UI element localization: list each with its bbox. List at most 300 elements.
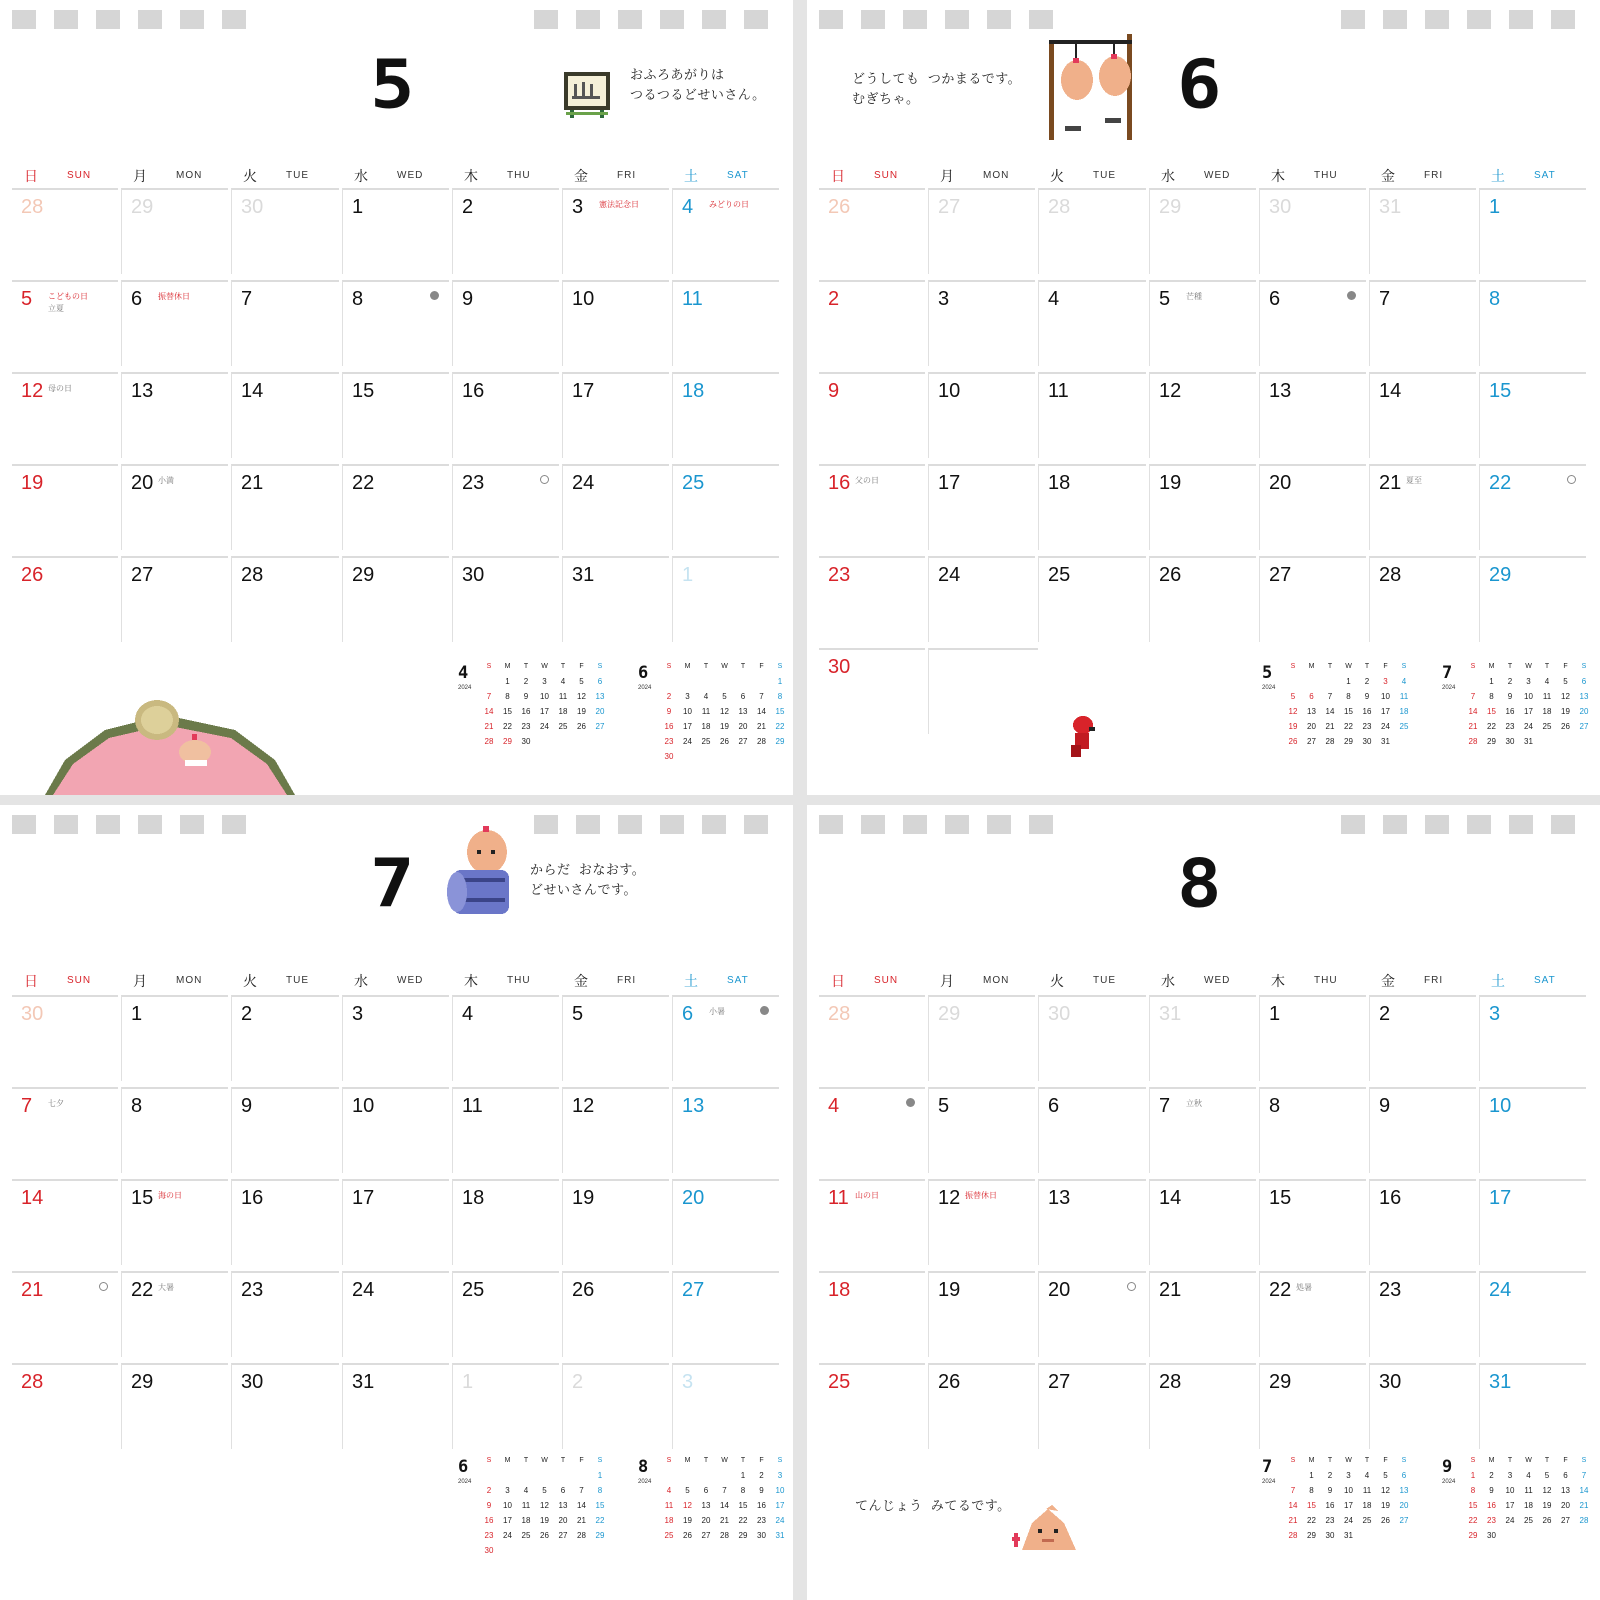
day-cell[interactable] [1149,1271,1256,1357]
day-cell[interactable] [819,464,925,550]
day-cell[interactable] [562,556,669,642]
day-number: 13 [1269,380,1292,402]
day-cell[interactable] [12,280,118,366]
day-cell[interactable] [342,280,449,366]
mini-day: 13 [1307,707,1316,716]
day-cell[interactable] [1149,188,1256,274]
mini-day: 7 [486,692,492,701]
weekday-header [564,971,674,989]
binder-hole [96,815,120,834]
day-cell[interactable] [1149,1179,1256,1265]
day-number: 5 [21,288,33,310]
day-cell[interactable] [231,1271,339,1357]
mini-day: 20 [701,1516,711,1525]
day-cell[interactable] [819,995,925,1081]
weekday-header [674,166,784,184]
day-number: 8 [1269,1095,1281,1117]
mini-day: 19 [1561,707,1570,716]
day-cell[interactable] [121,1363,228,1449]
binder-hole [1509,10,1533,29]
day-cell[interactable] [562,1271,669,1357]
mini-day: 25 [558,722,568,731]
binder-hole [222,815,246,834]
day-cell[interactable] [1369,372,1476,458]
day-cell[interactable] [231,995,339,1081]
day-number: 1 [682,564,694,586]
day-number: 18 [1048,472,1071,494]
day-cell[interactable] [12,1179,118,1265]
day-cell[interactable] [819,556,925,642]
holiday-label: 海の日 [158,1191,182,1200]
mini-weekday: T [1327,1457,1333,1464]
day-number: 24 [572,472,595,494]
day-cell[interactable] [342,1271,449,1357]
day-cell[interactable] [672,556,779,642]
mini-calendar [1442,663,1600,773]
day-cell[interactable] [672,188,779,274]
mini-day: 5 [1383,1471,1388,1480]
day-number: 21 [1159,1279,1182,1301]
binder-hole [819,10,843,29]
mini-day: 11 [521,1501,531,1510]
mini-weekday: F [759,663,764,670]
mini-day: 26 [1381,1516,1390,1525]
day-number: 25 [682,472,705,494]
day-cell[interactable] [1479,1363,1586,1449]
mini-day: 2 [759,1471,764,1480]
weekday-jp: 月 [940,168,954,184]
red-bird-icon [1065,715,1101,761]
day-cell[interactable] [452,556,559,642]
mini-day: 7 [1290,1486,1296,1495]
day-number: 19 [572,1187,595,1209]
binder-hole [618,815,642,834]
day-number: 11 [462,1095,483,1117]
day-cell[interactable] [1149,280,1256,366]
day-cell[interactable] [231,372,339,458]
day-cell[interactable] [928,1271,1035,1357]
day-cell[interactable] [342,372,449,458]
day-number: 2 [1379,1003,1391,1025]
mini-day: 11 [1524,1486,1533,1495]
day-cell[interactable] [1149,1363,1256,1449]
day-cell[interactable] [452,188,559,274]
day-cell[interactable] [1259,1363,1366,1449]
day-cell[interactable] [1149,372,1256,458]
day-cell[interactable] [819,1087,925,1173]
mini-calendar [1262,1457,1432,1567]
day-cell[interactable] [121,1271,228,1357]
mini-day: 18 [1542,707,1552,716]
mini-day: 30 [1362,737,1372,746]
mini-day: 24 [1381,722,1390,731]
mini-day: 1 [1346,677,1351,686]
day-cell[interactable] [1369,556,1476,642]
mini-day: 28 [1325,737,1335,746]
day-cell[interactable] [1369,995,1476,1081]
month-page [0,805,793,1600]
mini-day: 15 [1468,1501,1478,1510]
day-cell[interactable] [1369,1179,1476,1265]
day-cell[interactable] [1149,464,1256,550]
weekday-jp: 日 [24,973,38,989]
day-cell[interactable] [819,1271,925,1357]
day-cell[interactable] [12,188,118,274]
day-cell[interactable] [562,1179,669,1265]
day-cell[interactable] [1259,556,1366,642]
weekday-en: FRI [617,170,637,181]
binder-hole [576,815,600,834]
mini-day: 5 [1290,692,1296,701]
mini-weekday: S [666,663,672,670]
day-cell[interactable] [1369,188,1476,274]
day-cell[interactable] [452,1087,559,1173]
day-cell[interactable] [819,1179,925,1265]
day-cell[interactable] [1038,1363,1146,1449]
mini-day: 8 [597,1486,603,1495]
day-cell[interactable] [1259,372,1366,458]
day-number: 24 [1489,1279,1512,1301]
day-number: 18 [682,380,705,402]
weekday-jp: 木 [464,973,478,989]
day-cell[interactable] [1479,1271,1586,1357]
day-cell[interactable] [12,1363,118,1449]
mini-weekday: S [486,1457,492,1464]
day-cell[interactable] [672,464,779,550]
day-cell[interactable] [928,464,1035,550]
weekday-en: MON [983,170,1010,181]
day-cell[interactable] [342,464,449,550]
day-cell[interactable] [342,1363,449,1449]
mini-day: 12 [1288,707,1298,716]
binder-hole [180,815,204,834]
full-moon-icon [1127,1282,1136,1291]
weekday-header [1151,166,1261,184]
day-cell[interactable] [819,1363,925,1449]
mini-day: 26 [1288,737,1298,746]
mini-day: 18 [1362,1501,1372,1510]
mini-day: 12 [683,1501,692,1510]
day-number: 3 [572,196,584,218]
day-cell[interactable] [562,464,669,550]
day-number: 5 [572,1003,584,1025]
day-cell[interactable] [562,1363,669,1449]
mini-day: 15 [1344,707,1353,716]
day-cell[interactable] [928,188,1035,274]
day-cell[interactable] [1479,372,1586,458]
day-cell[interactable] [1369,280,1476,366]
day-cell[interactable] [1259,1271,1366,1357]
solar-term-label: 小満 [158,476,174,485]
day-cell[interactable] [1149,556,1256,642]
day-cell[interactable] [121,1179,228,1265]
day-cell[interactable] [1369,1271,1476,1357]
mini-day: 14 [1288,1501,1298,1510]
mini-day: 13 [1399,1486,1409,1495]
mini-day: 2 [486,1486,492,1495]
weekday-header [1040,971,1151,989]
day-cell[interactable] [1479,464,1586,550]
mini-weekday: F [1383,1457,1388,1464]
day-cell[interactable] [452,280,559,366]
day-cell[interactable] [672,1363,779,1449]
day-number: 29 [352,564,375,586]
day-cell[interactable] [819,648,925,734]
mini-day: 25 [1362,1516,1372,1525]
mini-day: 6 [560,1486,566,1495]
day-cell[interactable] [231,1179,339,1265]
month-page [807,0,1600,795]
day-cell[interactable] [1149,1087,1256,1173]
day-number: 15 [1489,380,1512,402]
weekday-header [1481,166,1591,184]
day-cell[interactable] [1259,280,1366,366]
mini-day: 29 [1307,1531,1316,1540]
weekday-jp: 日 [831,973,845,989]
mini-day: 17 [503,1516,512,1525]
mini-day: 12 [540,1501,549,1510]
mini-day: 18 [664,1516,674,1525]
mini-month: 6 [638,663,649,683]
binder-hole [222,10,246,29]
day-cell[interactable] [12,1271,118,1357]
mini-day: 28 [1579,1516,1589,1525]
mini-day: 4 [1401,677,1407,686]
mini-day: 8 [1470,1486,1476,1495]
mini-year: 2024 [458,685,472,691]
mini-day: 29 [1344,737,1353,746]
mini-calendar [1442,1457,1600,1567]
day-cell[interactable] [121,556,228,642]
mini-day: 11 [1542,692,1552,701]
day-cell[interactable] [231,1087,339,1173]
day-cell[interactable] [121,1087,228,1173]
mini-day: 16 [484,1516,494,1525]
mini-day: 30 [1487,1531,1496,1540]
mini-month: 7 [1262,1457,1273,1477]
mini-day: 21 [484,722,494,731]
weekday-jp: 水 [1161,973,1175,989]
day-cell[interactable] [231,464,339,550]
day-cell[interactable] [928,556,1035,642]
day-cell[interactable] [342,188,449,274]
day-cell[interactable] [1369,1363,1476,1449]
day-cell[interactable] [1479,1087,1586,1173]
day-cell[interactable] [342,1179,449,1265]
day-cell[interactable] [1038,280,1146,366]
solar-term-label: 立秋 [1186,1099,1202,1108]
mini-day: 8 [1489,692,1494,701]
mini-day: 2 [1507,677,1513,686]
mini-day: 6 [1309,692,1314,701]
mini-day: 25 [1399,722,1409,731]
day-cell[interactable] [819,188,925,274]
mini-day: 4 [1364,1471,1370,1480]
day-cell[interactable] [342,995,449,1081]
weekday-header [1371,166,1481,184]
day-cell[interactable] [1479,188,1586,274]
day-cell[interactable] [12,464,118,550]
mini-day: 9 [1327,1486,1333,1495]
day-cell[interactable] [1149,995,1256,1081]
day-cell[interactable] [121,280,228,366]
day-cell[interactable] [1038,372,1146,458]
binder-hole [618,10,642,29]
day-cell[interactable] [12,1087,118,1173]
day-cell[interactable] [928,1363,1035,1449]
day-cell[interactable] [1479,556,1586,642]
mini-day: 29 [1468,1531,1478,1540]
mini-calendar [638,663,793,773]
day-cell[interactable] [1369,1087,1476,1173]
day-cell[interactable] [452,1363,559,1449]
mini-day: 21 [1579,1501,1589,1510]
mini-weekday: S [1581,663,1587,670]
day-cell[interactable] [1038,1179,1146,1265]
mini-day: 21 [577,1516,586,1525]
day-cell[interactable] [1259,464,1366,550]
day-number: 27 [1269,564,1292,586]
mini-weekday: M [684,1457,691,1464]
weekday-en: THU [1314,975,1338,986]
day-cell[interactable] [231,280,339,366]
day-number: 4 [682,196,694,218]
day-cell[interactable] [672,1271,779,1357]
day-cell[interactable] [12,995,118,1081]
mini-day: 23 [1325,1516,1335,1525]
day-cell[interactable] [1369,464,1476,550]
day-cell[interactable] [452,995,559,1081]
day-cell[interactable] [342,1087,449,1173]
day-cell[interactable] [672,1179,779,1265]
day-number: 2 [462,196,474,218]
day-cell[interactable] [452,464,559,550]
day-cell[interactable] [672,1087,779,1173]
day-cell[interactable] [342,556,449,642]
day-cell[interactable] [1259,188,1366,274]
mini-day: 6 [1581,677,1587,686]
day-cell[interactable] [1038,1087,1146,1173]
weekday-header [14,166,123,184]
weekday-jp: 月 [133,168,147,184]
day-cell[interactable] [1038,464,1146,550]
weekday-jp: 金 [574,973,588,989]
day-cell[interactable] [672,995,779,1081]
day-cell[interactable] [672,280,779,366]
day-cell[interactable] [562,1087,669,1173]
binder-hole [1029,10,1053,29]
day-cell[interactable] [121,464,228,550]
mini-weekday: T [523,663,529,670]
day-cell[interactable] [121,188,228,274]
day-number: 4 [1048,288,1060,310]
day-number: 23 [241,1279,264,1301]
day-cell[interactable] [12,556,118,642]
mini-day: 30 [664,752,674,761]
day-cell[interactable] [231,556,339,642]
mini-year: 2024 [638,685,652,691]
day-number: 11 [828,1187,849,1209]
day-cell[interactable] [452,1179,559,1265]
binder-hole [903,815,927,834]
day-number: 8 [352,288,364,310]
day-cell[interactable] [928,1179,1035,1265]
day-cell[interactable] [231,188,339,274]
new-moon-icon [906,1098,915,1107]
day-cell[interactable] [121,995,228,1081]
weekday-en: THU [1314,170,1338,181]
binder-hole [702,10,726,29]
day-number: 1 [1489,196,1501,218]
mini-day: 19 [683,1516,692,1525]
day-cell[interactable] [819,280,925,366]
day-cell[interactable] [562,372,669,458]
mini-day: 13 [558,1501,568,1510]
day-cell[interactable] [1479,995,1586,1081]
mini-month: 7 [1442,663,1453,683]
mini-day: 6 [740,692,746,701]
mini-weekday: S [1290,663,1296,670]
day-cell[interactable] [928,280,1035,366]
day-cell[interactable] [12,372,118,458]
day-number: 24 [352,1279,375,1301]
mini-day: 12 [577,692,586,701]
binder-hole [12,10,36,29]
day-number: 3 [938,288,950,310]
day-cell[interactable] [819,372,925,458]
day-cell[interactable] [1479,280,1586,366]
mini-day: 13 [1579,692,1589,701]
day-cell[interactable] [1259,1087,1366,1173]
day-cell[interactable] [452,1271,559,1357]
mini-weekday: M [1488,663,1495,670]
day-cell[interactable] [928,372,1035,458]
day-cell[interactable] [1038,995,1146,1081]
day-cell[interactable] [121,372,228,458]
day-cell[interactable] [928,995,1035,1081]
day-number: 29 [1489,564,1512,586]
day-cell[interactable] [562,280,669,366]
day-cell[interactable] [562,995,669,1081]
solar-term-label: 小暑 [709,1007,725,1016]
binder-hole [1467,815,1491,834]
binder-hole [1551,815,1575,834]
day-number: 17 [938,472,961,494]
new-moon-icon [1347,291,1356,300]
weekday-header [233,971,344,989]
mini-day: 8 [1309,1486,1314,1495]
mini-day: 26 [540,1531,549,1540]
day-cell[interactable] [452,372,559,458]
day-cell[interactable] [672,372,779,458]
day-cell[interactable] [1038,188,1146,274]
new-moon-icon [430,291,439,300]
mini-weekday: W [1345,663,1352,670]
mini-day: 3 [1507,1471,1513,1480]
day-cell[interactable] [1038,1271,1146,1357]
day-cell[interactable] [1038,556,1146,642]
day-cell[interactable] [1259,1179,1366,1265]
mini-year: 2024 [1442,685,1456,691]
day-cell[interactable] [928,1087,1035,1173]
day-cell[interactable] [1479,1179,1586,1265]
day-cell[interactable] [231,1363,339,1449]
day-cell[interactable] [1259,995,1366,1081]
day-number: 13 [1048,1187,1071,1209]
mini-weekday: T [1327,663,1333,670]
day-cell[interactable] [562,188,669,274]
day-number: 1 [131,1003,143,1025]
